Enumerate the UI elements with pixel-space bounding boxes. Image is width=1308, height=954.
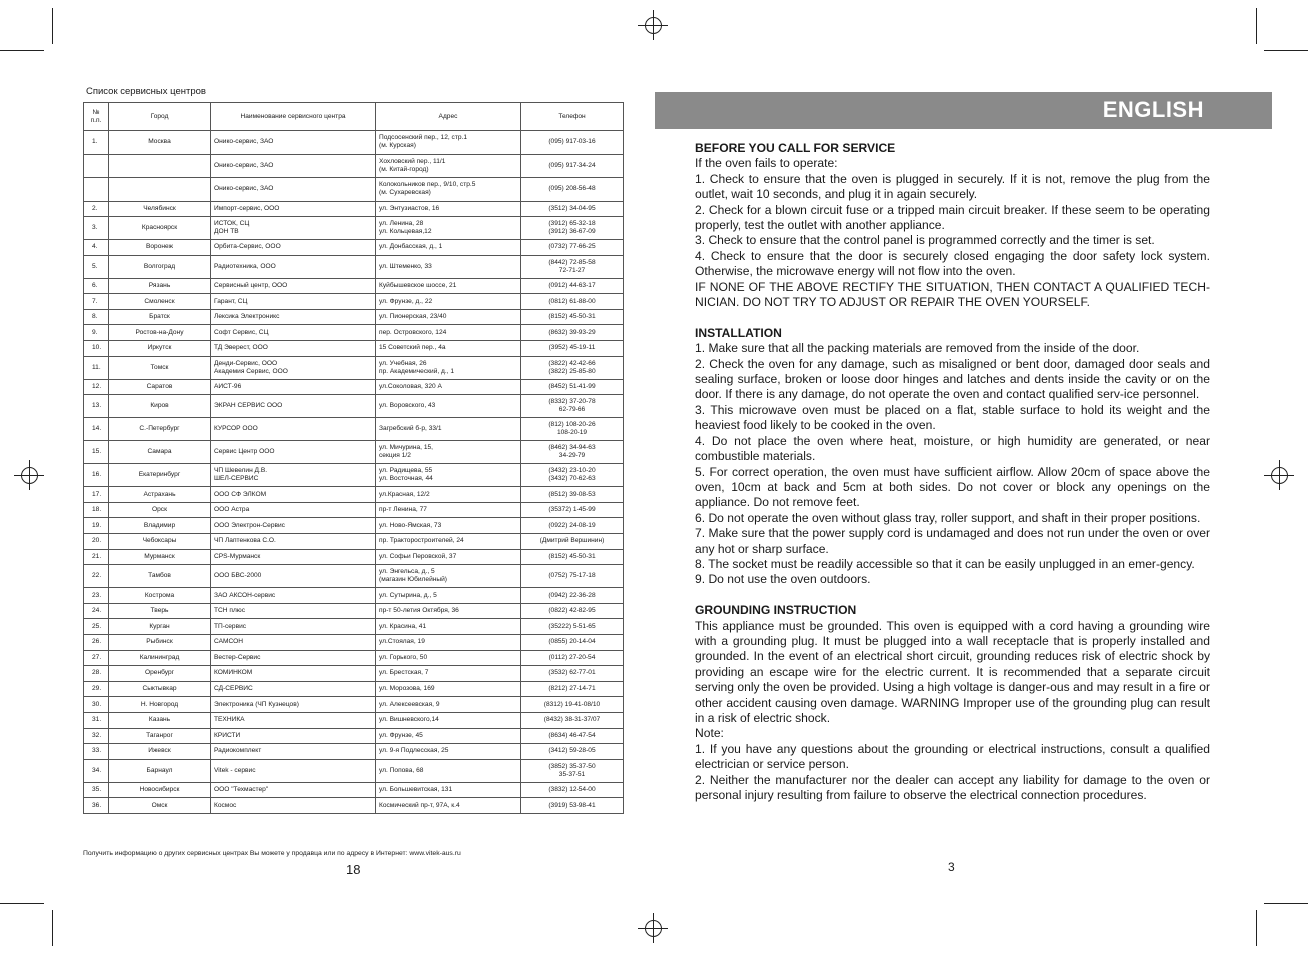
cell-phone: (Дмитрий Вершинин): [521, 534, 624, 550]
cell-phone: (3822) 42-42-66 (3822) 25-85-80: [521, 356, 624, 379]
cell-city: Красноярск: [109, 217, 211, 240]
cell-city: Мурманск: [109, 549, 211, 565]
cell-city: Саратов: [109, 379, 211, 395]
table-row: [84, 379, 624, 395]
cell-address: ул. Алексеевская, 9: [376, 697, 521, 713]
col-header-number: № п.п.: [84, 103, 109, 131]
registration-mark-icon: [638, 10, 668, 40]
cell-phone: (3412) 59-28-05: [521, 744, 624, 760]
cell-phone: (0752) 75-17-18: [521, 565, 624, 588]
cell-phone: (8212) 27-14-71: [521, 681, 624, 697]
cell-number: 29.: [84, 681, 109, 697]
cell-address: Хохловский пер., 11/1 (м. Китай-город): [376, 154, 521, 178]
cell-city: Воронеж: [109, 240, 211, 256]
cell-number: [84, 154, 109, 178]
cell-phone: (0912) 44-63-17: [521, 278, 624, 294]
cell-phone: (3852) 35-37-50 35-37-51: [521, 759, 624, 782]
cell-phone: (0112) 27-20-54: [521, 650, 624, 666]
cell-name: Сервис Центр ООО: [211, 441, 376, 464]
paragraph: This appliance must be grounded. This oven is equipped with a cord having a grounding wire with a grounding plug. It must be plugged into a wall receptacle that is properly installed and grounded. In the event of an electrical short circuit, grounding reduces risk of electric shock by providing an escape wire for the electric current. It is recommended that a separate circuit serving only the oven be provided. Using a high voltage is danger-ous and may result in a fire or other accident causing oven damage. WARNING Improper use of the grounding plug can result in a risk of electric shock.: [695, 618, 1210, 725]
cell-city: Челябинск: [109, 201, 211, 217]
cell-name: ТП-сервис: [211, 619, 376, 635]
cell-name: ТД Эверест, ООО: [211, 341, 376, 357]
paragraph: 2. Neither the manufacturer nor the dealer can accept any liability for damage to the oven or personal injury resulting from failure to observe the electrical connection procedures.: [695, 772, 1210, 803]
cell-city: Омск: [109, 798, 211, 814]
table-row: [84, 666, 624, 682]
cell-address: ул. Попова, 68: [376, 759, 521, 782]
cell-address: ул. Радищева, 55 ул. Восточная, 44: [376, 464, 521, 487]
table-row: [84, 603, 624, 619]
cell-phone: (3832) 12-54-00: [521, 782, 624, 798]
table-row: [84, 487, 624, 503]
cell-address: ул. Софьи Перовской, 37: [376, 549, 521, 565]
cell-name: КОМИНКОМ: [211, 666, 376, 682]
page-number-right: 3: [948, 860, 955, 874]
cell-name: Орбита-Сервис, ООО: [211, 240, 376, 256]
cell-address: пр-т Ленина, 77: [376, 502, 521, 518]
cell-number: 7.: [84, 294, 109, 310]
cell-phone: (8312) 19-41-08/10: [521, 697, 624, 713]
cell-address: Колокольников пер., 9/10, стр.5 (м. Сухаревская): [376, 178, 521, 202]
table-row: [84, 534, 624, 550]
cell-number: 13.: [84, 395, 109, 418]
table-row: [84, 178, 624, 202]
table-row: [84, 154, 624, 178]
table-row: [84, 441, 624, 464]
table-body: [84, 131, 624, 814]
cell-number: [84, 178, 109, 202]
col-header-name: Наименование сервисного центра: [211, 103, 376, 131]
cell-address: ул. 9-я Подлесская, 25: [376, 744, 521, 760]
cell-phone: (3512) 34-04-95: [521, 201, 624, 217]
table-row: [84, 619, 624, 635]
cell-address: ул. Сутырина, д., 5: [376, 588, 521, 604]
cell-city: [109, 154, 211, 178]
cell-number: 11.: [84, 356, 109, 379]
cell-city: Новосибирск: [109, 782, 211, 798]
cell-number: 5.: [84, 255, 109, 278]
cell-number: 1.: [84, 131, 109, 155]
paragraph: 2. Check the oven for any damage, such as misaligned or bent door, damaged door seals and sealing surface, broken or loose door hinges and latches and dents inside the cavity or on the door. If there is any damage, do not operate the oven and contact qualified serv-ice personnel.: [695, 356, 1210, 402]
paragraph: 3. Check to ensure that the control panel is programmed correctly and the timer is set.: [695, 233, 1155, 248]
cell-phone: (3919) 53-98-41: [521, 798, 624, 814]
footer-note: Получить информацию о других сервисных центрах Вы можете у продавца или по адресу в Интернет: www.vitek-aus.ru: [83, 850, 461, 857]
paragraph: If the oven fails to operate:: [695, 156, 838, 171]
cell-name: Онико-сервис, ЗАО: [211, 154, 376, 178]
table-row: [84, 240, 624, 256]
cell-phone: (812) 108-20-26 108-20-19: [521, 418, 624, 441]
paragraph: 1. Check to ensure that the oven is plugged in securely. If it is not, remove the plug from the outlet, wait 10 seconds, and plug it in again securely.: [695, 171, 1210, 202]
cell-address: ул. Горького, 50: [376, 650, 521, 666]
language-label: ENGLISH: [1102, 97, 1204, 122]
cell-address: ул. Фрунзе, д., 22: [376, 294, 521, 310]
cell-phone: (0732) 77-66-25: [521, 240, 624, 256]
cell-phone: (0822) 42-82-95: [521, 603, 624, 619]
paragraph: 5. For correct operation, the oven must have sufficient airflow. Allow 20cm of space above the oven, 10cm at back and 5cm at both sides. Do not cover or block any openings on the appliance. Do not remove feet.: [695, 464, 1210, 510]
cell-number: 12.: [84, 379, 109, 395]
table-row: [84, 565, 624, 588]
cell-city: [109, 178, 211, 202]
cell-number: 36.: [84, 798, 109, 814]
cell-number: 30.: [84, 697, 109, 713]
cell-address: пер. Островского, 124: [376, 325, 521, 341]
cell-name: ЭКРАН СЕРВИС ООО: [211, 395, 376, 418]
cell-city: Курган: [109, 619, 211, 635]
table-row: [84, 217, 624, 240]
table-row: [84, 278, 624, 294]
crop-mark: [0, 50, 44, 51]
cell-name: Лексика Электроникс: [211, 309, 376, 325]
table-row: [84, 635, 624, 651]
cell-address: ул. Пионерская, 23/40: [376, 309, 521, 325]
cell-phone: (3532) 62-77-01: [521, 666, 624, 682]
cell-address: ул. Учебная, 26 пр. Академический, д., 1: [376, 356, 521, 379]
cell-phone: (35372) 1-45-99: [521, 502, 624, 518]
cell-name: Космос: [211, 798, 376, 814]
cell-address: ул.Соколовая, 320 А: [376, 379, 521, 395]
cell-number: 22.: [84, 565, 109, 588]
paragraph: IF NONE OF THE ABOVE RECTIFY THE SITUATION, THEN CONTACT A QUALIFIED TECH-NICIAN. DO NOT TRY TO ADJUST OR REPAIR THE OVEN YOURSELF.: [695, 279, 1210, 310]
cell-name: Онико-сервис, ЗАО: [211, 131, 376, 155]
cell-number: 27.: [84, 650, 109, 666]
section-heading: BEFORE YOU CALL FOR SERVICE: [695, 141, 896, 155]
table-row: [84, 518, 624, 534]
cell-address: Куйбышевское шоссе, 21: [376, 278, 521, 294]
crop-mark: [1264, 903, 1308, 904]
cell-city: Братск: [109, 309, 211, 325]
table-row: [84, 356, 624, 379]
paragraph: 4. Check to ensure that the door is securely closed engaging the door safety lock system. Otherwise, the microwave energy will not flow into the oven.: [695, 248, 1210, 279]
cell-phone: (095) 917-03-16: [521, 131, 624, 155]
cell-address: ул. Морозова, 169: [376, 681, 521, 697]
table-row: [84, 697, 624, 713]
cell-name: Радиокомплект: [211, 744, 376, 760]
cell-phone: (8432) 38-31-37/07: [521, 712, 624, 728]
cell-city: Тамбов: [109, 565, 211, 588]
table-row: [84, 309, 624, 325]
cell-name: Электроника (ЧП Кузнецов): [211, 697, 376, 713]
paragraph: Note:: [695, 726, 724, 741]
cell-address: ул. Фрунзе, 45: [376, 728, 521, 744]
cell-phone: (8152) 45-50-31: [521, 309, 624, 325]
cell-phone: (8634) 46-47-54: [521, 728, 624, 744]
table-row: [84, 588, 624, 604]
table-caption: Список сервисных центров: [86, 86, 206, 97]
cell-number: 8.: [84, 309, 109, 325]
cell-phone: (0922) 24-08-19: [521, 518, 624, 534]
table-row: [84, 341, 624, 357]
table-row: [84, 728, 624, 744]
cell-address: ул. Донбасская, д., 1: [376, 240, 521, 256]
cell-name: Vitek - сервис: [211, 759, 376, 782]
paragraph: 7. Make sure that the power supply cord is undamaged and does not run under the oven or over any hot or sharp surface.: [695, 526, 1210, 556]
table-header-row: [84, 103, 624, 131]
page-number-left: 18: [346, 862, 361, 877]
cell-phone: (0942) 22-36-28: [521, 588, 624, 604]
paragraph: 3. This microwave oven must be placed on a flat, stable surface to hold its weight and the heaviest food likely to be cooked in the oven.: [695, 402, 1210, 433]
cell-name: ЗАО АКСОН-сервис: [211, 588, 376, 604]
cell-phone: (3432) 23-10-20 (3432) 70-62-63: [521, 464, 624, 487]
cell-name: ЧП Шевелин Д.В. ШЕЛ-СЕРВИС: [211, 464, 376, 487]
cell-city: Смоленск: [109, 294, 211, 310]
cell-city: Орск: [109, 502, 211, 518]
cell-city: Таганрог: [109, 728, 211, 744]
table-row: [84, 325, 624, 341]
crop-mark: [1256, 910, 1257, 946]
cell-address: Загребский б-р, 33/1: [376, 418, 521, 441]
cell-name: ООО СФ ЭЛКОМ: [211, 487, 376, 503]
cell-name: Софт Сервис, СЦ: [211, 325, 376, 341]
cell-phone: (8632) 39-93-29: [521, 325, 624, 341]
cell-number: 33.: [84, 744, 109, 760]
cell-number: 2.: [84, 201, 109, 217]
cell-name: СД-СЕРВИС: [211, 681, 376, 697]
cell-city: Ижевск: [109, 744, 211, 760]
paragraph: 1. Make sure that all the packing materials are removed from the inside of the door.: [695, 341, 1140, 356]
cell-name: АИСТ-96: [211, 379, 376, 395]
crop-mark: [0, 903, 44, 904]
cell-phone: (8442) 72-85-58 72-71-27: [521, 255, 624, 278]
cell-phone: (8512) 39-08-53: [521, 487, 624, 503]
cell-city: Волгоград: [109, 255, 211, 278]
cell-name: CPS-Мурманск: [211, 549, 376, 565]
cell-city: Чебоксары: [109, 534, 211, 550]
cell-name: Сервисный центр, ООО: [211, 278, 376, 294]
cell-name: ТЕХНИКА: [211, 712, 376, 728]
table-row: [84, 395, 624, 418]
cell-number: 26.: [84, 635, 109, 651]
cell-address: ул. Штеменко, 33: [376, 255, 521, 278]
cell-name: ИСТОК, СЦ ДОН ТВ: [211, 217, 376, 240]
cell-address: ул. Энгельса, д., 5 (магазин Юбилейный): [376, 565, 521, 588]
table-row: [84, 798, 624, 814]
cell-address: ул. Ново-Ямская, 73: [376, 518, 521, 534]
paragraph: 9. Do not use the oven outdoors.: [695, 572, 871, 587]
language-header-bar: [655, 92, 1272, 129]
cell-city: Оренбург: [109, 666, 211, 682]
cell-phone: (8462) 34-94-63 34-29-79: [521, 441, 624, 464]
cell-number: 31.: [84, 712, 109, 728]
cell-phone: (095) 917-34-24: [521, 154, 624, 178]
cell-number: 16.: [84, 464, 109, 487]
paragraph: 1. If you have any questions about the grounding or electrical instructions, consult a qualified electrician or service person.: [695, 741, 1210, 772]
cell-name: ООО Электрон-Сервис: [211, 518, 376, 534]
cell-city: Сыктывкар: [109, 681, 211, 697]
cell-city: Киров: [109, 395, 211, 418]
cell-address: ул. Большевитская, 131: [376, 782, 521, 798]
crop-mark: [1256, 8, 1257, 44]
cell-number: 6.: [84, 278, 109, 294]
cell-city: Кострома: [109, 588, 211, 604]
cell-city: Владимир: [109, 518, 211, 534]
cell-address: 15 Советский пер., 4а: [376, 341, 521, 357]
cell-city: Томск: [109, 356, 211, 379]
cell-phone: (0812) 61-88-00: [521, 294, 624, 310]
cell-phone: (8152) 45-50-31: [521, 549, 624, 565]
paragraph: 6. Do not operate the oven without glass tray, roller support, and shaft in their proper positions.: [695, 510, 1201, 525]
paragraph: 8. The socket must be readily accessible so that it can be easily unplugged in an emer-gency.: [695, 556, 1195, 571]
cell-address: ул.Стоялая, 19: [376, 635, 521, 651]
registration-mark-icon: [1264, 460, 1294, 490]
cell-number: 15.: [84, 441, 109, 464]
cell-number: 18.: [84, 502, 109, 518]
cell-address: пр. Тракторостроителей, 24: [376, 534, 521, 550]
cell-number: 35.: [84, 782, 109, 798]
table-row: [84, 294, 624, 310]
cell-phone: (3912) 65-32-18 (3912) 36-67-09: [521, 217, 624, 240]
cell-number: 24.: [84, 603, 109, 619]
table-row: [84, 782, 624, 798]
cell-number: 23.: [84, 588, 109, 604]
cell-name: ООО Астра: [211, 502, 376, 518]
cell-number: 4.: [84, 240, 109, 256]
table-row: [84, 464, 624, 487]
cell-number: 17.: [84, 487, 109, 503]
cell-name: ООО БВС-2000: [211, 565, 376, 588]
cell-city: Н. Новгород: [109, 697, 211, 713]
cell-name: Радиотехника, ООО: [211, 255, 376, 278]
cell-phone: (8332) 37-20-78 62-79-66: [521, 395, 624, 418]
cell-name: ЧП Лаптенкова С.О.: [211, 534, 376, 550]
cell-city: Казань: [109, 712, 211, 728]
cell-name: САМСОН: [211, 635, 376, 651]
cell-phone: (35222) 5-51-65: [521, 619, 624, 635]
cell-number: 25.: [84, 619, 109, 635]
cell-name: Денди-Сервис, ООО Академия Сервис, ООО: [211, 356, 376, 379]
cell-city: Барнаул: [109, 759, 211, 782]
cell-phone: (8452) 51-41-99: [521, 379, 624, 395]
cell-city: Екатеринбург: [109, 464, 211, 487]
cell-address: Космический пр-т, 97А, к.4: [376, 798, 521, 814]
cell-address: ул. Вишневского,14: [376, 712, 521, 728]
cell-name: Гарант, СЦ: [211, 294, 376, 310]
cell-name: Импорт-сервис, ООО: [211, 201, 376, 217]
cell-number: 9.: [84, 325, 109, 341]
section-installation: [695, 326, 1210, 588]
table-row: [84, 418, 624, 441]
cell-city: Рязань: [109, 278, 211, 294]
cell-city: Астрахань: [109, 487, 211, 503]
cell-number: 20.: [84, 534, 109, 550]
table-row: [84, 744, 624, 760]
cell-number: 3.: [84, 217, 109, 240]
cell-address: ул. Энтузиастов, 16: [376, 201, 521, 217]
cell-city: Самара: [109, 441, 211, 464]
cell-address: ул. Ленина, 28 ул. Кольцевая,12: [376, 217, 521, 240]
cell-address: ул. Брестская, 7: [376, 666, 521, 682]
cell-address: пр-т 50-летия Октября, 36: [376, 603, 521, 619]
section-before-service: [695, 141, 1210, 310]
cell-city: Иркутск: [109, 341, 211, 357]
cell-phone: (3952) 45-19-11: [521, 341, 624, 357]
cell-number: 28.: [84, 666, 109, 682]
cell-name: ТСН плюс: [211, 603, 376, 619]
cell-city: С.-Петербург: [109, 418, 211, 441]
cell-name: Вестер-Сервис: [211, 650, 376, 666]
table-row: [84, 255, 624, 278]
table-row: [84, 650, 624, 666]
cell-city: Рыбинск: [109, 635, 211, 651]
cell-address: ул. Воровского, 43: [376, 395, 521, 418]
table-row: [84, 549, 624, 565]
registration-mark-icon: [638, 913, 668, 943]
cell-number: 32.: [84, 728, 109, 744]
cell-name: КРИСТИ: [211, 728, 376, 744]
cell-number: 10.: [84, 341, 109, 357]
table-row: [84, 681, 624, 697]
cell-address: ул. Мичурина, 15, секция 1/2: [376, 441, 521, 464]
crop-mark: [1264, 50, 1308, 51]
registration-mark-icon: [14, 460, 44, 490]
table-row: [84, 712, 624, 728]
instructions-content: [695, 141, 1210, 803]
table-row: [84, 502, 624, 518]
col-header-phone: Телефон: [521, 103, 624, 131]
cell-name: Онико-сервис, ЗАО: [211, 178, 376, 202]
crop-mark: [52, 8, 53, 44]
cell-address: ул.Красная, 12/2: [376, 487, 521, 503]
table-row: [84, 131, 624, 155]
cell-address: Подсосенский пер., 12, стр.1 (м. Курская): [376, 131, 521, 155]
table-row: [84, 201, 624, 217]
section-grounding: [695, 603, 1210, 803]
cell-address: ул. Красина, 41: [376, 619, 521, 635]
cell-number: 19.: [84, 518, 109, 534]
col-header-address: Адрес: [376, 103, 521, 131]
cell-name: КУРСОР ООО: [211, 418, 376, 441]
service-centers-table: [83, 102, 624, 814]
paragraph: 2. Check for a blown circuit fuse or a tripped main circuit breaker. If these seem to be operating properly, test the outlet with another appliance.: [695, 202, 1210, 233]
cell-city: Калининград: [109, 650, 211, 666]
table-row: [84, 759, 624, 782]
cell-number: 21.: [84, 549, 109, 565]
cell-city: Москва: [109, 131, 211, 155]
cell-city: Ростов-на-Дону: [109, 325, 211, 341]
section-heading: INSTALLATION: [695, 325, 782, 340]
cell-number: 14.: [84, 418, 109, 441]
cell-phone: (0855) 20-14-04: [521, 635, 624, 651]
col-header-city: Город: [109, 103, 211, 131]
cell-city: Тверь: [109, 603, 211, 619]
cell-number: 34.: [84, 759, 109, 782]
section-heading: GROUNDING INSTRUCTION: [695, 603, 857, 618]
paragraph: 4. Do not place the oven where heat, moisture, or high humidity are generated, or near combustible materials.: [695, 433, 1210, 464]
cell-phone: (095) 208-56-48: [521, 178, 624, 202]
crop-mark: [52, 910, 53, 946]
cell-name: ООО "Техмастер": [211, 782, 376, 798]
